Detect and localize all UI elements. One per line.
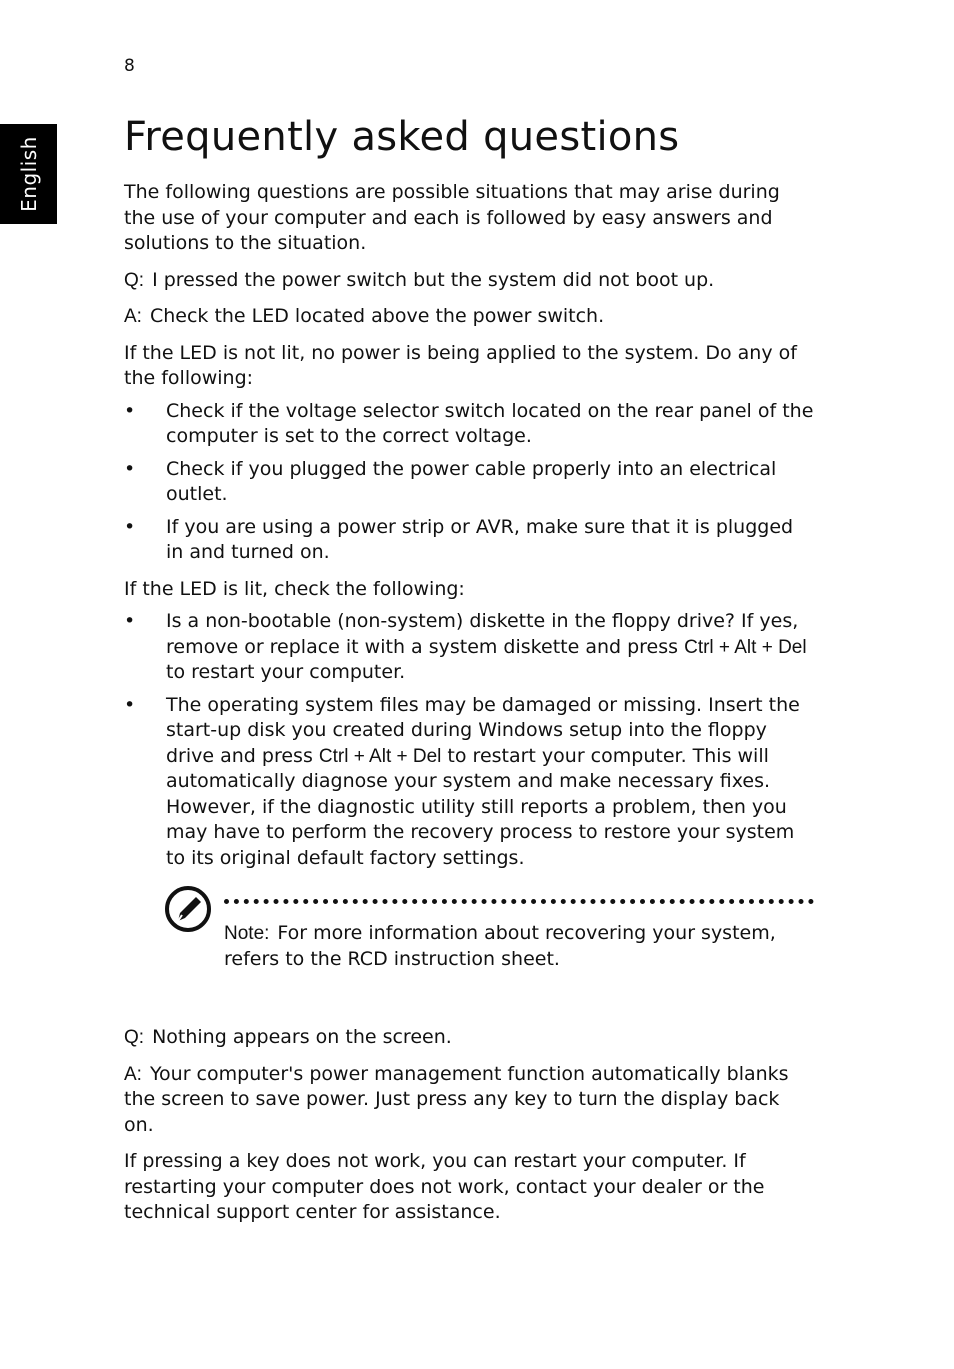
list-item [124, 693, 814, 872]
led-not-lit-list [124, 399, 814, 566]
bullet-icon: • [124, 457, 136, 480]
question-1 [124, 268, 814, 294]
language-label: English [16, 136, 41, 212]
list-item-text: Is a non-bootable (non-system) diskette in the floppy drive? If yes, remove or replace it with a system diskette and press [166, 610, 799, 658]
list-item-text: The operating system files may be damaged or missing. Insert the start-up disk you created during Windows setup into the floppy drive and press [166, 693, 800, 767]
answer-text: Your computer's power management function automatically blanks the screen to save power. Just press any key to turn the display back on. [124, 1062, 789, 1136]
note-pen-icon [164, 885, 212, 933]
led-not-lit-intro: If the LED is not lit, no power is being applied to the system. Do any of the following: [124, 341, 797, 389]
list-item [124, 609, 814, 686]
question-label: Q: [124, 269, 145, 291]
closing-paragraph: If pressing a key does not work, you can restart your computer. If restarting your computer does not work, contact your dealer or the technical support center for assistance. [124, 1150, 765, 1223]
answer-label: A: [124, 306, 142, 327]
question-label: Q: [124, 1027, 145, 1048]
list-item [124, 515, 814, 566]
bullet-icon: • [124, 693, 136, 716]
question-2 [124, 1025, 814, 1051]
page-content [124, 108, 814, 1237]
page-number: 8 [124, 56, 135, 76]
led-lit-list [124, 609, 814, 871]
list-item-text: If you are using a power strip or AVR, make sure that it is plugged in and turned on. [166, 515, 794, 563]
answer-1 [124, 304, 814, 330]
bullet-icon: • [124, 399, 136, 422]
list-item-text: Check if you plugged the power cable properly into an electrical outlet. [166, 457, 777, 505]
note-divider [224, 899, 814, 904]
answer-text: Check the LED located above the power switch. [149, 305, 605, 327]
note-text [224, 921, 798, 972]
language-side-tab [0, 124, 57, 224]
note-callout [124, 885, 814, 1025]
answer-2 [124, 1062, 814, 1139]
bullet-icon: • [124, 515, 136, 538]
list-item-text: to restart your computer. [166, 661, 406, 683]
question-text: I pressed the power switch but the system did not boot up. [152, 268, 715, 291]
list-item [124, 457, 814, 508]
list-item [124, 399, 814, 450]
list-item-text: Check if the voltage selector switch located on the rear panel of the computer is set to the correct voltage. [166, 399, 814, 447]
note-label: Note: [224, 923, 270, 944]
question-text: Nothing appears on the screen. [152, 1026, 452, 1048]
page-title: Frequently asked questions [124, 114, 680, 160]
note-body: For more information about recovering your system, refers to the RCD instruction sheet. [224, 922, 776, 970]
keyboard-shortcut: Ctrl + Alt + Del [684, 636, 807, 658]
led-lit-intro: If the LED is lit, check the following: [124, 577, 465, 600]
intro-paragraph: The following questions are possible situations that may arise during the use of your computer and each is followed by easy answers and solutions to the situation. [124, 181, 780, 254]
bullet-icon: • [124, 610, 136, 632]
keyboard-shortcut: Ctrl + Alt + Del [318, 745, 442, 767]
list-item-text: to restart your computer. This will automatically diagnose your system and make necessary fixes. However, if the diagnostic utility still reports a problem, then you may have to perform the recovery process to restore your system to its original default factory settings. [166, 744, 795, 869]
answer-label: A: [124, 1063, 142, 1085]
